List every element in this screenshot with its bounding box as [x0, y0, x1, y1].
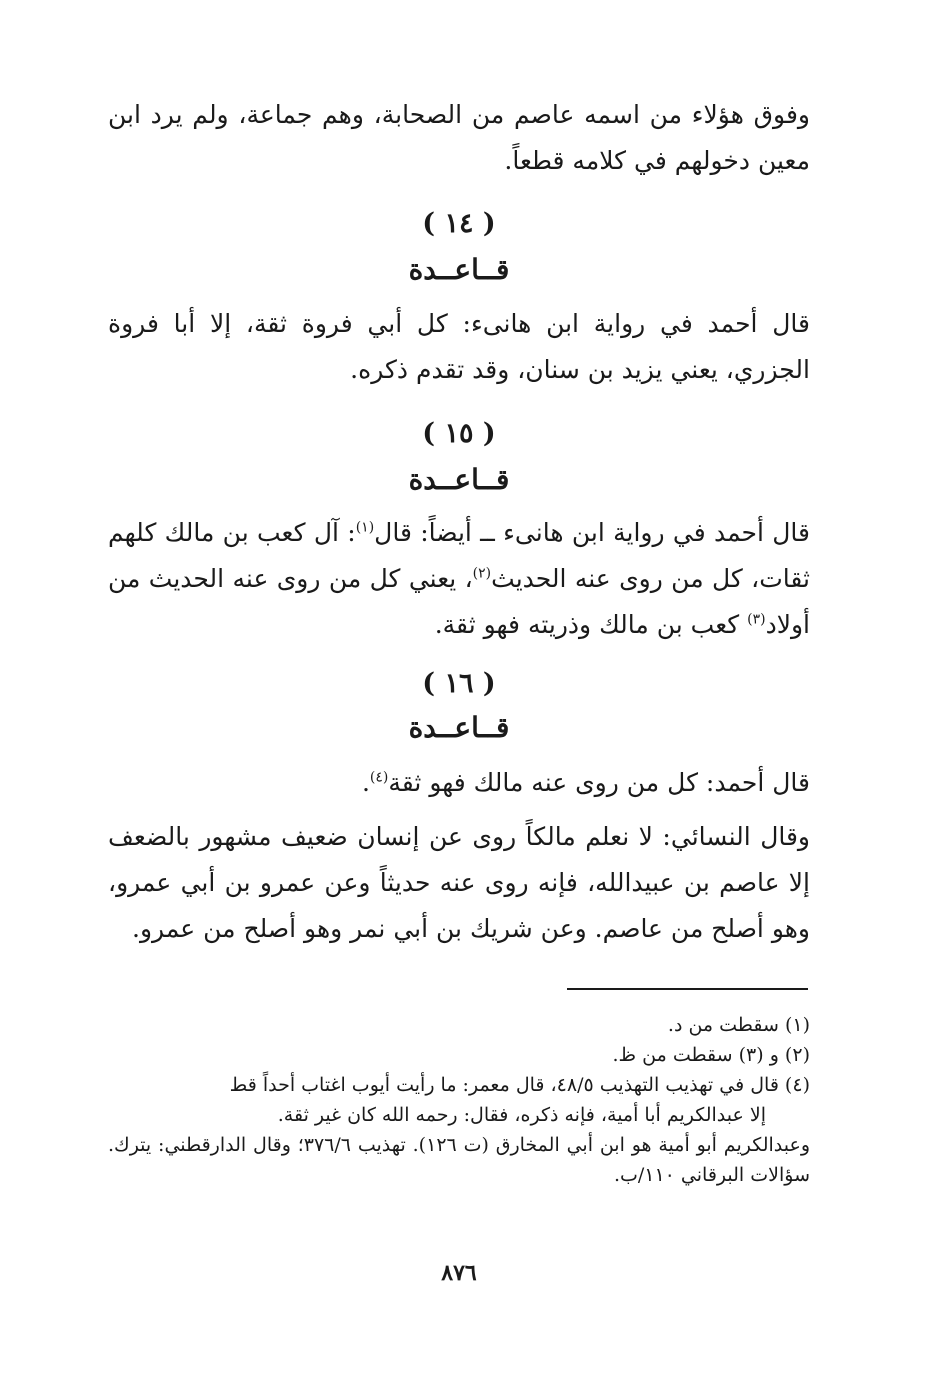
- section-14-paragraph: قال أحمد في رواية ابن هانىء: كل أبي فروة ثقة، إلا أبا فروة الجزري، يعني يزيد بن سنان، وقد تقدم ذكره.: [108, 309, 810, 384]
- intro-paragraph: وفوق هؤلاء من اسمه عاصم من الصحابة، وهم جماعة، ولم يرد ابن معين دخولهم في كلامه قطعاً.: [108, 100, 810, 175]
- section-16-paragraph-2: وقال النسائي: لا نعلم مالكاً روى عن إنسان ضعيف مشهور بالضعف إلا عاصم بن عبيدالله، فإنه روى عنه حديثاً وعن عمرو بن أبي عمرو، وهو أصلح من عاصم. وعن شريك بن أبي نمر وهو أصلح من عمرو.: [108, 822, 811, 943]
- section-15-text-d: كعب بن مالك وذريته فهو ثقة.: [434, 610, 748, 639]
- footnote-4-line-2: إلا عبدالكريم أبا أمية، فإنه ذكره، فقال: رحمه الله كان غير ثقة.: [277, 1104, 766, 1126]
- section-number-14: ( ١٤ ): [422, 208, 496, 239]
- section-heading-14: قــاعــدة: [408, 253, 510, 286]
- footnote-ref-1: (١): [355, 519, 375, 536]
- section-16-text-b: .: [361, 768, 370, 797]
- section-number-16: ( ١٦ ): [422, 668, 496, 699]
- footnote-2-3: (٢) و (٣) سقطت من ظ.: [612, 1044, 810, 1066]
- section-heading-15: قــاعــدة: [408, 463, 510, 496]
- footnote-1: (١) سقطت من د.: [667, 1014, 810, 1036]
- section-16-paragraph-1: [108, 760, 810, 806]
- section-15-text-c: ، يعني كل من روى عنه الحديث من أولاد: [108, 564, 810, 639]
- footnote-ref-4: (٤): [369, 769, 389, 786]
- footnotes-block: [108, 1010, 810, 1190]
- footnote-ref-2: (٢): [472, 565, 492, 582]
- section-16-text-a: قال أحمد: كل من روى عنه مالك فهو ثقة: [388, 768, 810, 797]
- page-number: ٨٧٦: [441, 1260, 477, 1286]
- section-heading-16: قــاعــدة: [408, 711, 510, 744]
- section-number-15: ( ١٥ ): [422, 418, 496, 449]
- footnote-4-line-3: وعبدالكريم أبو أمية هو ابن أبي المخارق (ت ١٢٦). تهذيب ٣٧٦/٦؛ وقال الدارقطني: يترك. سؤالات البرقاني ١١٠/ب.: [108, 1134, 810, 1186]
- footnote-separator: [567, 988, 808, 990]
- section-15-text-b: : آل كعب بن مالك كلهم ثقات، كل من روى عنه الحديث: [108, 518, 810, 593]
- section-15-text-a: قال أحمد في رواية ابن هانىء ــ أيضاً: قال: [374, 518, 811, 547]
- section-15-paragraph: [108, 510, 810, 648]
- footnote-4-line-1: (٤) قال في تهذيب التهذيب ٤٨/٥، قال معمر: ما رأيت أيوب اغتاب أحداً قط: [229, 1074, 810, 1096]
- footnote-ref-3: (٣): [747, 611, 766, 628]
